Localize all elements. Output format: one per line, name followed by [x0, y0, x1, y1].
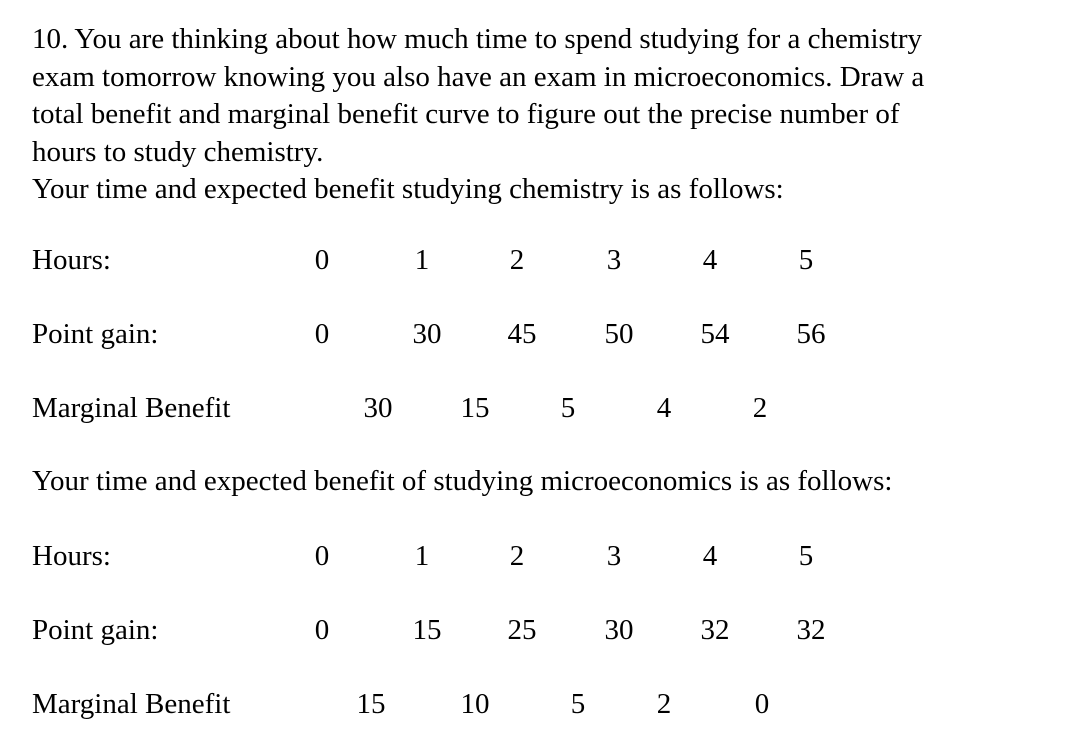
- chem-mb-value: 5: [560, 392, 576, 424]
- chem-points-value: 56: [796, 318, 826, 350]
- chem-points-value: 54: [700, 318, 730, 350]
- micro-points-value: 15: [412, 614, 442, 646]
- micro-hours-value: 4: [702, 540, 718, 572]
- micro-mb-value: 10: [460, 688, 490, 720]
- chem-points-value: 45: [507, 318, 537, 350]
- chem-points-value: 30: [412, 318, 442, 350]
- micro-hours-value: 2: [509, 540, 525, 572]
- micro-mb-value: 0: [754, 688, 770, 720]
- question-line-4: hours to study chemistry.: [32, 135, 324, 168]
- chem-points-value: 0: [314, 318, 330, 350]
- micro-points-value: 32: [796, 614, 826, 646]
- chem-hours-value: 4: [702, 244, 718, 276]
- micro-points-value: 30: [604, 614, 634, 646]
- chem-points-label: Point gain:: [32, 318, 159, 350]
- micro-hours-value: 0: [314, 540, 330, 572]
- question-line-3: total benefit and marginal benefit curve to figure out the precise number of: [32, 98, 900, 130]
- chem-hours-value: 2: [509, 244, 525, 276]
- micro-points-value: 0: [314, 614, 330, 646]
- micro-intro: Your time and expected benefit of studying microeconomics is as follows:: [32, 465, 893, 497]
- chem-mb-value: 30: [363, 392, 393, 424]
- chem-hours-value: 5: [798, 244, 814, 276]
- question-line-2: exam tomorrow knowing you also have an exam in microeconomics. Draw a: [32, 60, 925, 93]
- chem-hours-value: 3: [606, 244, 622, 276]
- micro-mb-label: Marginal Benefit: [32, 688, 231, 720]
- micro-points-value: 32: [700, 614, 730, 646]
- question-line-1: 10. You are thinking about how much time to spend studying for a chemistry: [32, 23, 923, 55]
- chem-hours-value: 0: [314, 244, 330, 276]
- chem-mb-value: 2: [752, 392, 768, 424]
- chem-hours-label: Hours:: [32, 244, 111, 276]
- question-text: [32, 21, 1042, 209]
- micro-points-value: 25: [507, 614, 537, 646]
- micro-hours-value: 3: [606, 540, 622, 572]
- chemistry-intro: Your time and expected benefit studying chemistry is as follows:: [32, 173, 784, 205]
- chem-points-value: 50: [604, 318, 634, 350]
- chem-mb-value: 15: [460, 392, 490, 424]
- chem-mb-value: 4: [656, 392, 672, 424]
- chem-hours-value: 1: [414, 244, 430, 276]
- micro-mb-value: 2: [656, 688, 672, 720]
- chem-mb-label: Marginal Benefit: [32, 392, 231, 424]
- micro-points-label: Point gain:: [32, 614, 159, 646]
- micro-hours-value: 1: [414, 540, 430, 572]
- micro-hours-value: 5: [798, 540, 814, 572]
- micro-mb-value: 5: [570, 688, 586, 720]
- micro-hours-label: Hours:: [32, 540, 111, 572]
- micro-mb-value: 15: [356, 688, 386, 720]
